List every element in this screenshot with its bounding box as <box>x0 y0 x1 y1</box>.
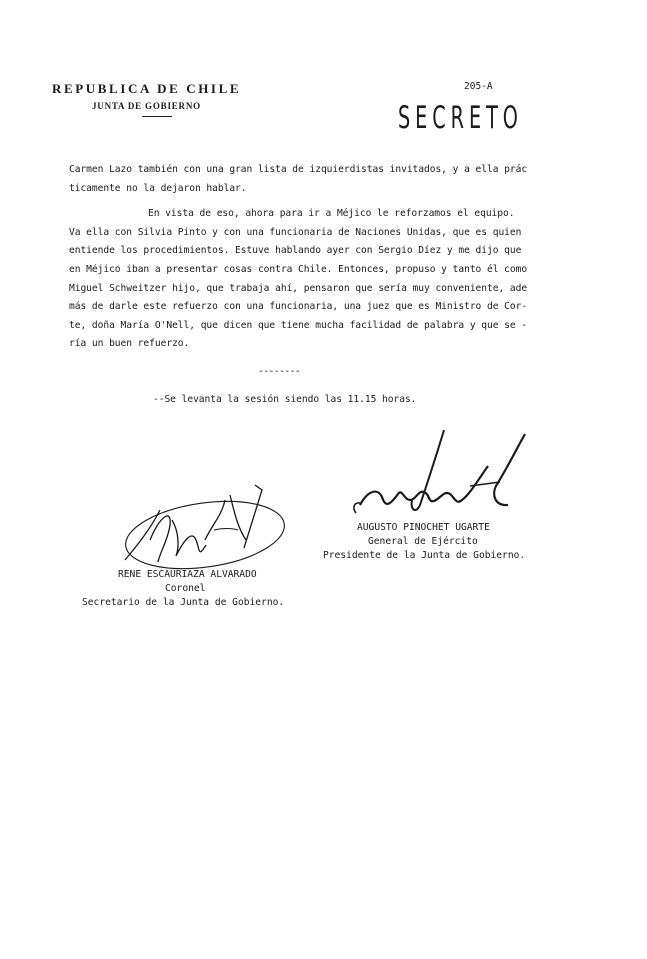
subheading-rule <box>142 116 172 117</box>
body-line: ría un buen refuerzo. <box>69 338 190 349</box>
signer-right-rank: General de Ejército <box>368 536 478 547</box>
body-line: entiende los procedimientos. Estuve hablando ayer con Sergio Díez y me dijo que <box>69 245 522 256</box>
signer-right-title: Presidente de la Junta de Gobierno. <box>323 550 526 561</box>
classification-stamp: SECRETO <box>398 100 523 136</box>
body-line: te, doña María O'Nell, que dicen que tiene mucha facilidad de palabra y que se - <box>69 320 528 331</box>
body-line: ticamente no la dejaron hablar. <box>69 183 247 194</box>
body-line: En vista de eso, ahora para ir a Méjico le reforzamos el equipo. <box>148 208 515 219</box>
body-line: en Méjico iban a presentar cosas contra Chile. Entonces, propuso y tanto él como <box>69 264 528 275</box>
body-line: más de darle este refuerzo con una funcionaria, una juez que es Ministro de Cor- <box>69 301 528 312</box>
body-line: Carmen Lazo también con una gran lista de izquierdistas invitados, y a ella prác <box>69 164 528 175</box>
junta-subheading: JUNTA DE GOBIERNO <box>92 101 201 111</box>
signer-left-rank: Coronel <box>165 583 206 594</box>
signer-right-name: AUGUSTO PINOCHET UGARTE <box>357 522 490 533</box>
closing-line: --Se levanta la sesión siendo las 11.15 horas. <box>153 394 417 405</box>
signer-left-name: RENE ESCAURIAZA ALVARADO <box>118 569 257 580</box>
separator-dashes: -------- <box>258 366 301 377</box>
body-line: Va ella con Silvia Pinto y con una funcionaria de Naciones Unidas, que es quien <box>69 227 522 238</box>
page-number: 205-A <box>464 81 493 92</box>
country-heading: REPUBLICA DE CHILE <box>52 81 242 96</box>
body-line: Miguel Schweitzer hijo, que trabaja ahí, pensaron que sería muy conveniente, ade <box>69 283 528 294</box>
signer-left-title: Secretario de la Junta de Gobierno. <box>82 597 285 608</box>
